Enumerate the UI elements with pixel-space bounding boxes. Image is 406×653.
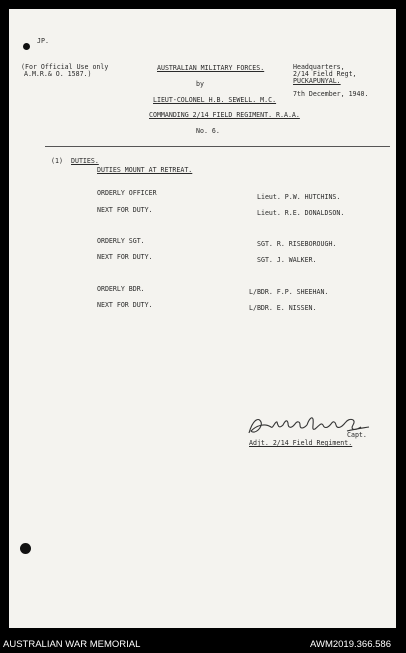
duty-role: NEXT FOR DUTY. (97, 206, 153, 214)
by-label: by (196, 80, 204, 88)
order-number: No. 6. (196, 127, 220, 135)
duty-name: SGT. R. RISEBOROUGH. (257, 240, 337, 248)
duty-name: Lieut. P.W. HUTCHINS. (257, 193, 341, 201)
official-use-line2: A.M.R.& O. 1587.) (24, 70, 92, 78)
official-use-line1: (For Official Use only (21, 63, 109, 71)
signature-appointment: Adjt. 2/14 Field Regiment. (249, 439, 353, 447)
duty-role: NEXT FOR DUTY. (97, 301, 153, 309)
command-line: COMMANDING 2/14 FIELD REGIMENT. R.A.A. (149, 111, 300, 119)
duty-name: L/BDR. E. NISSEN. (249, 304, 317, 312)
duty-role: NEXT FOR DUTY. (97, 253, 153, 261)
footer-accession: AWM2019.366.586 (310, 639, 391, 650)
duty-role: ORDERLY OFFICER (97, 189, 157, 197)
section-heading: DUTIES. (71, 157, 99, 165)
force-title: AUSTRALIAN MILITARY FORCES. (157, 64, 265, 72)
punch-hole-top (23, 43, 30, 50)
signature-rank: Capt. (347, 431, 367, 439)
hq-line1: Headquarters, (293, 63, 345, 71)
hq-line3: PUCKAPUNYAL. (293, 77, 341, 85)
footer-institution: AUSTRALIAN WAR MEMORIAL (3, 639, 141, 650)
initials: JP. (37, 37, 49, 45)
hq-line2: 2/14 Field Regt, (293, 70, 357, 78)
duty-name: Lieut. R.E. DONALDSON. (257, 209, 345, 217)
divider-rule (45, 146, 390, 147)
section-number: (1) (51, 157, 63, 165)
order-date: 7th December, 1940. (293, 90, 369, 98)
punch-hole-bottom (20, 543, 31, 554)
duty-role: ORDERLY SGT. (97, 237, 145, 245)
duty-role: ORDERLY BDR. (97, 285, 145, 293)
section-subheading: DUTIES MOUNT AT RETREAT. (97, 166, 193, 174)
duty-name: SGT. J. WALKER. (257, 256, 317, 264)
commander-line: LIEUT-COLONEL H.B. SEWELL. M.C. (153, 96, 277, 104)
document-page (9, 9, 396, 628)
duty-name: L/BDR. F.P. SHEEHAN. (249, 288, 329, 296)
